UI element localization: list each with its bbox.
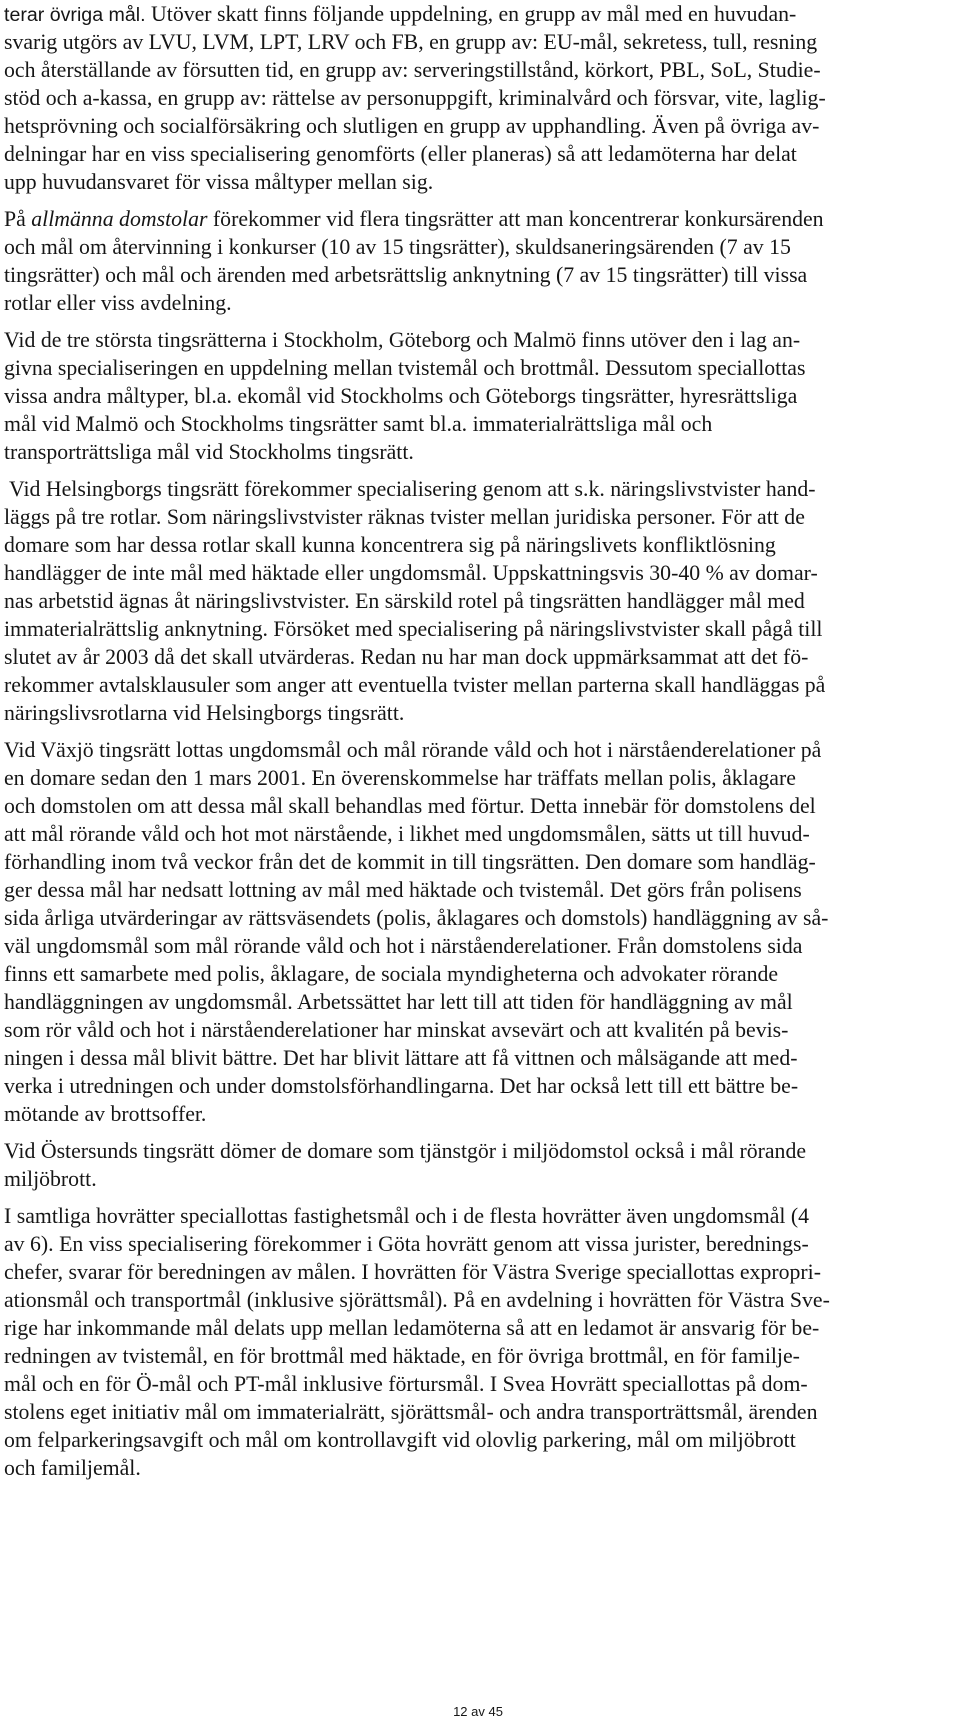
text-run: stolens eget initiativ mål om immaterialrätt, sjörättsmål- och andra transporträttsmål, ärenden: [4, 1400, 818, 1424]
text-run: vissa andra måltyper, bl.a. ekomål vid Stockholms och Göteborgs tingsrätter, hyresrättsliga: [4, 384, 798, 408]
text-line: [4, 475, 816, 503]
text-run: verka i utredningen och under domstolsförhandlingarna. Det har också lett till ett bättre be-: [4, 1074, 799, 1098]
text-line: [4, 112, 819, 140]
text-line: [4, 28, 817, 56]
text-run: sida årliga utvärderingar av rättsväsendets (polis, åklagares och domstols) handläggning av så-: [4, 906, 829, 930]
text-line: [4, 261, 807, 289]
text-run: mål vid Malmö och Stockholms tingsrätter samt bl.a. immaterialrättsliga mål och: [4, 412, 713, 436]
text-line: [4, 1314, 819, 1342]
text-run: mål och en för Ö-mål och PT-mål inklusive förtursmål. I Svea Hovrätt speciallottas på dom-: [4, 1372, 808, 1396]
text-run: hetsprövning och socialförsäkring och slutligen en grupp av upphandling. Även på övriga av-: [4, 114, 820, 138]
text-line: [4, 792, 816, 820]
text-run: slutet av år 2003 då det skall utvärderas. Redan nu har man dock uppmärksammat att det fö-: [4, 645, 809, 669]
text-line: [4, 848, 816, 876]
text-run: ger dessa mål har nedsatt lottning av mål med häktade och tvistemål. Det görs från polisens: [4, 878, 802, 902]
text-line: [4, 1258, 821, 1286]
text-line: [4, 84, 826, 112]
text-run: I samtliga hovrätter speciallottas fastighetsmål och i de flesta hovrätter även ungdomsmål (4: [4, 1204, 810, 1228]
text-line: [4, 1072, 798, 1100]
text-run: som rör våld och hot i närståenderelationer har minskat avsevärt och att kvalitén på bevis-: [4, 1018, 789, 1042]
text-run: väl ungdomsmål som mål rörande våld och hot i närståenderelationer. Från domstolens sida: [4, 934, 803, 958]
text-run: terar övriga mål.: [4, 4, 152, 26]
text-line: [4, 764, 796, 792]
text-line: [4, 960, 778, 988]
text-run: Vid Helsingborgs tingsrätt förekommer specialisering genom att s.k. näringslivstvister hand-: [4, 477, 816, 501]
text-run: nas arbetstid ägnas åt näringslivstvister. En särskild rotel på tingsrätten handlägger mål med: [4, 589, 805, 613]
text-line: [4, 205, 824, 233]
text-run: om felparkeringsavgift och mål om kontrollavgift vid olovlig parkering, mål om miljöbrott: [4, 1428, 796, 1452]
text-line: [4, 876, 802, 904]
text-run: näringslivsrotlarna vid Helsingborgs tingsrätt.: [4, 701, 405, 725]
text-run: rekommer avtalsklausuler som anger att eventuella tvister mellan parterna skall handläggas på: [4, 673, 826, 697]
text-run: rotlar eller viss avdelning.: [4, 291, 232, 315]
text-line: [4, 1370, 808, 1398]
text-run: och mål om återvinning i konkurser (10 av 15 tingsrätter), skuldsaneringsärenden (7 av 15: [4, 235, 791, 259]
text-line: [4, 354, 805, 382]
emphasis-text: allmänna domstolar: [31, 207, 208, 231]
text-line: [4, 1202, 809, 1230]
text-line: [4, 531, 776, 559]
text-line: [4, 1342, 800, 1370]
text-run: Utöver skatt finns följande uppdelning, en grupp av mål med en huvudan-: [151, 2, 797, 26]
text-run: Vid Växjö tingsrätt lottas ungdomsmål och mål rörande våld och hot i närståenderelationer på: [4, 738, 822, 762]
text-run: mötande av brottsoffer.: [4, 1102, 207, 1126]
text-run: givna specialiseringen en uppdelning mellan tvistemål och brottmål. Dessutom speciallottas: [4, 356, 806, 380]
text-run: tingsrätter) och mål och ärenden med arbetsrättslig anknytning (7 av 15 tingsrätter) till vissa: [4, 263, 808, 287]
text-run: redningen av tvistemål, en för brottmål med häktade, en för övriga brottmål, en för familje-: [4, 1344, 800, 1368]
text-line: [4, 820, 810, 848]
text-run: rige har inkommande mål delats upp mellan ledamöterna så att en ledamot är ansvarig för be-: [4, 1316, 820, 1340]
text-line: [4, 140, 797, 168]
text-run: förhandling inom två veckor från det de kommit in till tingsrätten. Den domare som handläg-: [4, 850, 816, 874]
text-line: [4, 1100, 206, 1128]
text-line: [4, 615, 822, 643]
text-run: ationsmål och transportmål (inklusive sjörättsmål). På en avdelning i hovrätten för Västra Sve-: [4, 1288, 830, 1312]
text-run: handläggningen av ungdomsmål. Arbetssättet har lett till att tiden för handläggning av mål: [4, 990, 793, 1014]
text-run: miljöbrott.: [4, 1167, 97, 1191]
text-line: [4, 1165, 97, 1193]
text-line: [4, 1426, 796, 1454]
text-run: svarig utgörs av LVU, LVM, LPT, LRV och FB, en grupp av: EU-mål, sekretess, tull, resning: [4, 30, 818, 54]
text-run: domare som har dessa rotlar skall kunna koncentrera sig på näringslivets konfliktlösning: [4, 533, 776, 557]
text-line: [4, 168, 433, 196]
text-run: Vid Östersunds tingsrätt dömer de domare som tjänstgör i miljödomstol också i mål rörande: [4, 1139, 807, 1163]
text-line: [4, 438, 414, 466]
text-run: finns ett samarbete med polis, åklagare, de sociala myndigheterna och advokater rörande: [4, 962, 779, 986]
text-line: [4, 643, 808, 671]
text-run: transporträttsliga mål vid Stockholms tingsrätt.: [4, 440, 414, 464]
text-run: chefer, svarar för beredningen av målen. I hovrätten för Västra Sverige speciallottas expropri-: [4, 1260, 821, 1284]
text-line: [4, 1230, 809, 1258]
text-line: [4, 1137, 806, 1165]
text-run: Vid de tre största tingsrätterna i Stockholm, Göteborg och Malmö finns utöver den i lag an-: [4, 328, 801, 352]
text-run: läggs på tre rotlar. Som näringslivstvister räknas tvister mellan juridiska personer. För att de: [4, 505, 805, 529]
text-line: [4, 410, 712, 438]
text-line: [4, 736, 821, 764]
text-line: [4, 382, 797, 410]
text-line: [4, 1398, 818, 1426]
text-run: handlägger de inte mål med häktade eller ungdomsmål. Uppskattningsvis 30-40 % av domar-: [4, 561, 818, 585]
text-line: [4, 0, 796, 28]
text-line: [4, 559, 818, 587]
text-line: [4, 988, 793, 1016]
text-line: [4, 1454, 141, 1482]
page-number: 12 av 45: [453, 1704, 503, 1719]
text-run: upp huvudansvaret för vissa måltyper mellan sig.: [4, 170, 434, 194]
text-line: [4, 587, 805, 615]
text-line: [4, 1286, 830, 1314]
text-line: [4, 233, 791, 261]
text-run: en domare sedan den 1 mars 2001. En överenskommelse har träffats mellan polis, åklagare: [4, 766, 796, 790]
text-line: [4, 671, 825, 699]
text-line: [4, 1044, 798, 1072]
text-run: stöd och a-kassa, en grupp av: rättelse av personuppgift, kriminalvård och försvar, vite, laglig-: [4, 86, 826, 110]
text-line: [4, 932, 802, 960]
text-line: [4, 1016, 788, 1044]
text-line: [4, 503, 805, 531]
text-run: På: [4, 207, 32, 231]
text-run: delningar har en viss specialisering genomförts (eller planeras) så att ledamöterna har delat: [4, 142, 797, 166]
text-run: och familjemål.: [4, 1456, 141, 1480]
text-line: [4, 904, 828, 932]
text-line: [4, 56, 821, 84]
text-run: förekommer vid flera tingsrätter att man koncentrerar konkursärenden: [207, 207, 824, 231]
text-run: av 6). En viss specialisering förekommer i Göta hovrätt genom att vissa jurister, berednings-: [4, 1232, 809, 1256]
text-line: [4, 289, 232, 317]
text-run: och domstolen om att dessa mål skall behandlas med förtur. Detta innebär för domstolens del: [4, 794, 816, 818]
text-line: [4, 699, 404, 727]
text-run: att mål rörande våld och hot mot närstående, i likhet med ungdomsmålen, sätts ut till huvud-: [4, 822, 810, 846]
text-run: och återställande av försutten tid, en grupp av: serveringstillstånd, körkort, PBL, SoL, Studie-: [4, 58, 821, 82]
text-run: immaterialrättslig anknytning. Försöket med specialisering på näringslivstvister skall pågå till: [4, 617, 823, 641]
text-run: ningen i dessa mål blivit bättre. Det har blivit lättare att få vittnen och målsägande att med-: [4, 1046, 798, 1070]
text-line: [4, 326, 800, 354]
